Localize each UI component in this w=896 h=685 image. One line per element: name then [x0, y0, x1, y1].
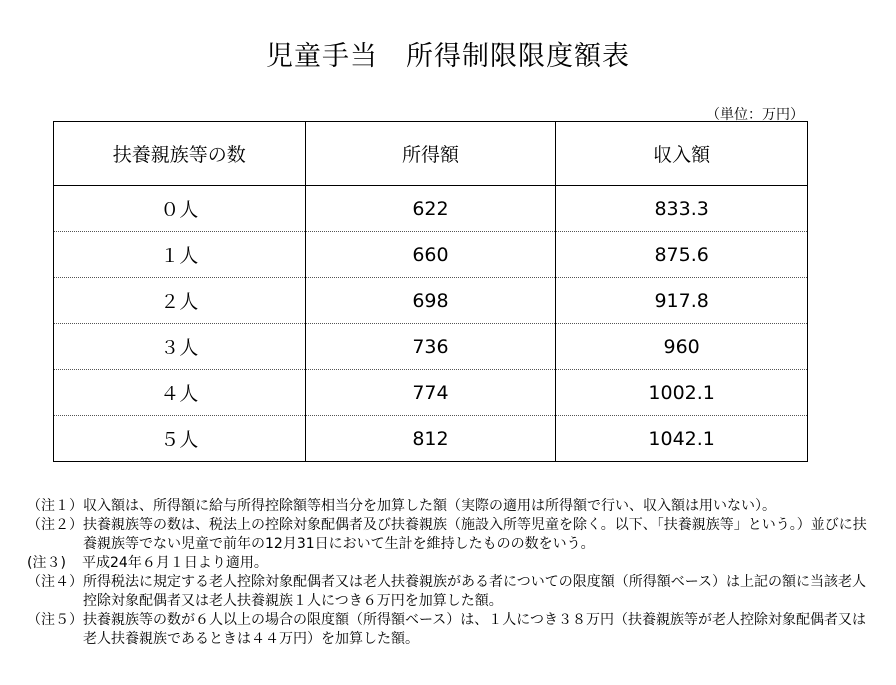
note-text: 扶養親族等の数は、税法上の控除対象配偶者及び扶養親族（施設入所等児童を除く。以下、「扶養親族等」という。）並びに扶養親族等でない児童で前年の12月31日において生計を維持したものの数をいう。: [83, 517, 867, 552]
note-item: [27, 573, 877, 611]
cell-dependents: ０人: [54, 186, 306, 232]
income-limit-table: [53, 121, 808, 462]
cell-revenue: 875.6: [556, 232, 808, 278]
note-text: 扶養親族等の数が６人以上の場合の限度額（所得額ベース）は、１人につき３８万円（扶養親族等が老人控除対象配偶者又は老人扶養親族であるときは４４万円）を加算した額。: [83, 612, 867, 647]
note-label: （注４）: [27, 574, 83, 590]
cell-revenue: 917.8: [556, 278, 808, 324]
cell-income: 812: [305, 416, 556, 462]
cell-dependents: ２人: [54, 278, 306, 324]
note-item: [27, 497, 877, 516]
cell-dependents: ３人: [54, 324, 306, 370]
header-income: 所得額: [305, 122, 556, 186]
cell-revenue: 833.3: [556, 186, 808, 232]
cell-income: 698: [305, 278, 556, 324]
unit-label: （単位：万円）: [706, 107, 804, 123]
table-row: [54, 232, 808, 278]
table-header-row: [54, 122, 808, 186]
note-item: [27, 516, 877, 554]
cell-income: 774: [305, 370, 556, 416]
table-row: [54, 370, 808, 416]
note-label: （注２）: [27, 517, 83, 533]
note-label: （注１）: [27, 498, 83, 514]
header-revenue: 収入額: [556, 122, 808, 186]
notes-section: [27, 497, 877, 649]
cell-dependents: ５人: [54, 416, 306, 462]
note-text: 平成24年６月１日より適用。: [82, 555, 268, 571]
table-row: [54, 324, 808, 370]
cell-revenue: 1042.1: [556, 416, 808, 462]
note-label: （注５）: [27, 612, 83, 628]
table-row: [54, 278, 808, 324]
table-row: [54, 186, 808, 232]
cell-income: 736: [305, 324, 556, 370]
note-item: [27, 611, 877, 649]
page-title: 児童手当 所得制限限度額表: [266, 41, 630, 72]
cell-income: 622: [305, 186, 556, 232]
cell-dependents: ４人: [54, 370, 306, 416]
note-text: 所得税法に規定する老人控除対象配偶者又は老人扶養親族がある者についての限度額（所得額ベース）は上記の額に当該老人控除対象配偶者又は老人扶養親族１人につき６万円を加算した額。: [83, 574, 867, 609]
table-row: [54, 416, 808, 462]
header-dependents: 扶養親族等の数: [54, 122, 306, 186]
cell-revenue: 1002.1: [556, 370, 808, 416]
cell-income: 660: [305, 232, 556, 278]
note-label: (注３): [27, 555, 66, 571]
cell-dependents: １人: [54, 232, 306, 278]
cell-revenue: 960: [556, 324, 808, 370]
note-item: [27, 554, 877, 573]
note-text: 収入額は、所得額に給与所得控除額等相当分を加算した額（実際の適用は所得額で行い、収入額は用いない）。: [83, 498, 776, 514]
